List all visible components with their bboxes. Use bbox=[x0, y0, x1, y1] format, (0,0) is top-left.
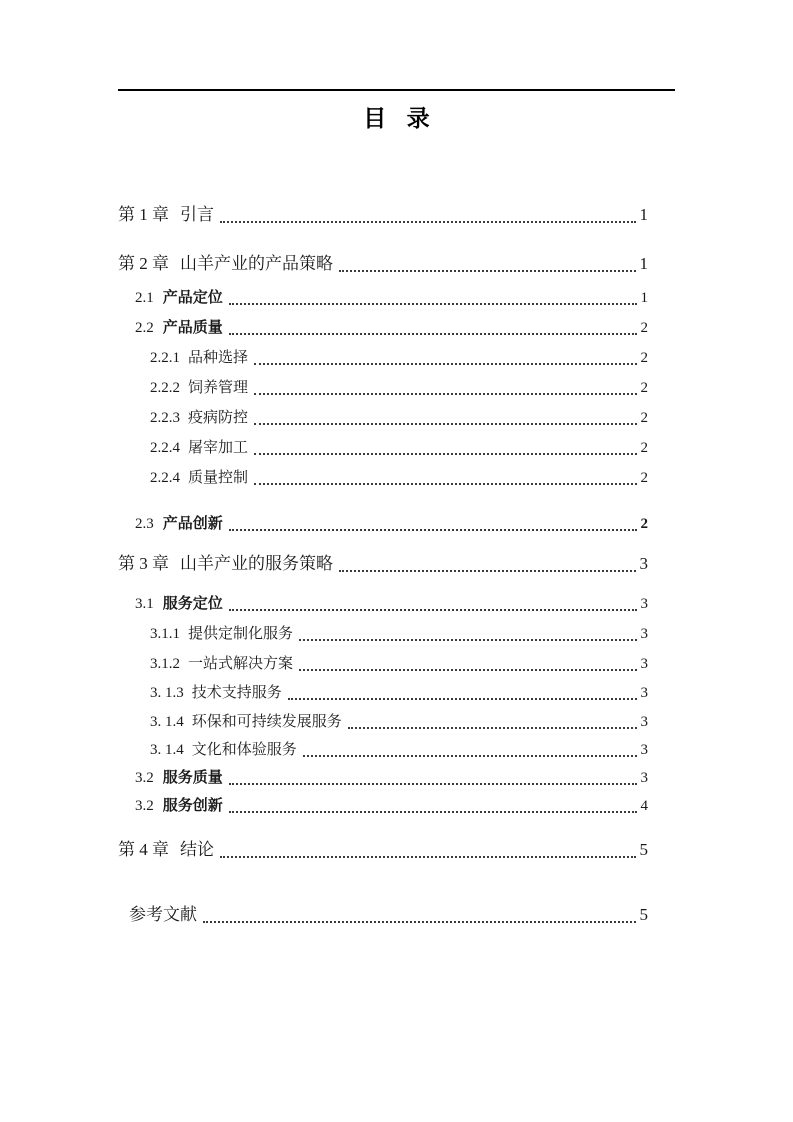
toc-page-number: 3 bbox=[639, 554, 648, 573]
toc-page-number: 2 bbox=[640, 440, 648, 456]
toc-entry-label: 山羊产业的服务策略 bbox=[180, 554, 333, 573]
toc-entry bbox=[118, 377, 648, 399]
toc-leader-dots bbox=[288, 698, 637, 700]
toc-entry bbox=[118, 203, 648, 227]
toc-entry-label: 环保和可持续发展服务 bbox=[191, 714, 342, 730]
toc-entry-number: 2.2.3 bbox=[150, 410, 180, 426]
toc-entry-label: 产品定位 bbox=[162, 289, 223, 306]
toc-page-number: 3 bbox=[640, 626, 648, 642]
toc-entry-number: 第 1 章 bbox=[118, 205, 169, 224]
toc-entry-label: 产品创新 bbox=[162, 515, 223, 532]
toc-entry bbox=[118, 623, 648, 645]
toc-leader-dots bbox=[229, 609, 637, 611]
toc-entry-label: 饲养管理 bbox=[188, 380, 249, 396]
toc-entry-number: 2.1 bbox=[135, 290, 154, 306]
toc-entry-label: 服务质量 bbox=[162, 769, 223, 786]
toc-entry bbox=[118, 513, 648, 535]
toc-entry-label: 一站式解决方案 bbox=[188, 656, 294, 672]
toc-entry-label: 参考文献 bbox=[129, 905, 197, 924]
toc-entry bbox=[118, 407, 648, 429]
toc-entry-number: 第 3 章 bbox=[118, 554, 169, 573]
toc-entry-label: 结论 bbox=[180, 840, 214, 859]
toc-entry-number: 3.1.1 bbox=[150, 626, 180, 642]
toc-leader-dots bbox=[229, 303, 637, 305]
toc-entry-label: 产品质量 bbox=[162, 319, 223, 336]
toc-leader-dots bbox=[254, 453, 636, 455]
toc-entry bbox=[118, 252, 648, 276]
toc-leader-dots bbox=[220, 856, 636, 858]
toc-entry-number: 3.1 bbox=[135, 596, 154, 612]
toc-leader-dots bbox=[303, 755, 637, 757]
toc-entry-number: 2.2.2 bbox=[150, 380, 180, 396]
toc-leader-dots bbox=[203, 921, 636, 923]
toc-leader-dots bbox=[254, 423, 636, 425]
toc-entry-label: 服务创新 bbox=[162, 797, 223, 814]
toc-entry bbox=[118, 437, 648, 459]
toc-page-number: 1 bbox=[639, 205, 648, 224]
toc-leader-dots bbox=[254, 393, 636, 395]
toc-page-number: 3 bbox=[640, 742, 648, 758]
toc-entry bbox=[118, 467, 648, 489]
toc-page-number: 3 bbox=[640, 685, 648, 701]
toc-entry-number: 2.2.4 bbox=[150, 440, 180, 456]
toc-entry bbox=[118, 287, 648, 309]
toc-leader-dots bbox=[339, 270, 636, 272]
toc-leader-dots bbox=[229, 333, 637, 335]
toc-entry bbox=[118, 838, 648, 862]
toc-leader-dots bbox=[299, 669, 636, 671]
toc-entry-number: 第 4 章 bbox=[118, 840, 169, 859]
toc-entry-label: 文化和体验服务 bbox=[191, 742, 297, 758]
toc-entry-number: 2.2.4 bbox=[150, 470, 180, 486]
toc-entry-number: 第 2 章 bbox=[118, 254, 169, 273]
toc-entry bbox=[118, 739, 648, 761]
toc-page-number: 5 bbox=[639, 840, 648, 859]
toc-entry-number: 3. 1.3 bbox=[150, 685, 184, 701]
toc-page-number: 2 bbox=[640, 470, 648, 486]
page-content bbox=[118, 0, 675, 927]
toc-leader-dots bbox=[229, 811, 637, 813]
toc-leader-dots bbox=[229, 783, 637, 785]
toc-page-number: 3 bbox=[640, 596, 648, 612]
toc-entry bbox=[118, 795, 648, 817]
toc-entry-number: 3. 1.4 bbox=[150, 714, 184, 730]
toc-entry bbox=[118, 767, 648, 789]
toc-leader-dots bbox=[229, 529, 637, 531]
toc-page-number: 2 bbox=[640, 320, 648, 336]
toc-page-number: 4 bbox=[640, 798, 648, 814]
toc-entry-label: 技术支持服务 bbox=[191, 685, 282, 701]
toc-page-number: 3 bbox=[640, 714, 648, 730]
toc-page-number: 2 bbox=[640, 350, 648, 366]
toc-leader-dots bbox=[299, 639, 636, 641]
toc-entry bbox=[118, 903, 648, 927]
toc-entry-number: 3. 1.4 bbox=[150, 742, 184, 758]
toc-entry-label: 引言 bbox=[180, 205, 214, 224]
toc-leader-dots bbox=[254, 483, 636, 485]
toc-entry-label: 质量控制 bbox=[188, 470, 249, 486]
toc-entry-label: 品种选择 bbox=[188, 350, 249, 366]
toc-page-number: 2 bbox=[640, 516, 648, 532]
toc-entry bbox=[118, 593, 648, 615]
toc-entry bbox=[118, 347, 648, 369]
toc-leader-dots bbox=[254, 363, 636, 365]
toc-entry bbox=[118, 711, 648, 733]
toc-page-number: 1 bbox=[639, 254, 648, 273]
toc-entry bbox=[118, 682, 648, 704]
toc-page-number: 2 bbox=[640, 380, 648, 396]
toc-entry-number: 3.2 bbox=[135, 770, 154, 786]
toc-entry bbox=[118, 653, 648, 675]
toc-entry-number: 3.1.2 bbox=[150, 656, 180, 672]
toc-page-number: 1 bbox=[640, 290, 648, 306]
toc-entry bbox=[118, 552, 648, 576]
toc-entry-label: 疫病防控 bbox=[188, 410, 249, 426]
toc-leader-dots bbox=[348, 727, 637, 729]
toc-entry-number: 2.2 bbox=[135, 320, 154, 336]
toc-leader-dots bbox=[220, 221, 636, 223]
toc-entry-number: 2.3 bbox=[135, 516, 154, 532]
header-rule bbox=[118, 89, 675, 91]
toc-heading: 目 录 bbox=[363, 105, 430, 131]
toc-page-number: 5 bbox=[639, 905, 648, 924]
toc-entry-label: 提供定制化服务 bbox=[188, 626, 294, 642]
toc-entry bbox=[118, 317, 648, 339]
toc-entry-label: 服务定位 bbox=[162, 595, 223, 612]
toc-entry-label: 山羊产业的产品策略 bbox=[180, 254, 333, 273]
toc-page-number: 3 bbox=[640, 656, 648, 672]
toc-entry-number: 3.2 bbox=[135, 798, 154, 814]
toc-page-number: 3 bbox=[640, 770, 648, 786]
toc-leader-dots bbox=[339, 570, 636, 572]
toc-page-number: 2 bbox=[640, 410, 648, 426]
toc-entry-label: 屠宰加工 bbox=[188, 440, 249, 456]
toc-entry-number: 2.2.1 bbox=[150, 350, 180, 366]
